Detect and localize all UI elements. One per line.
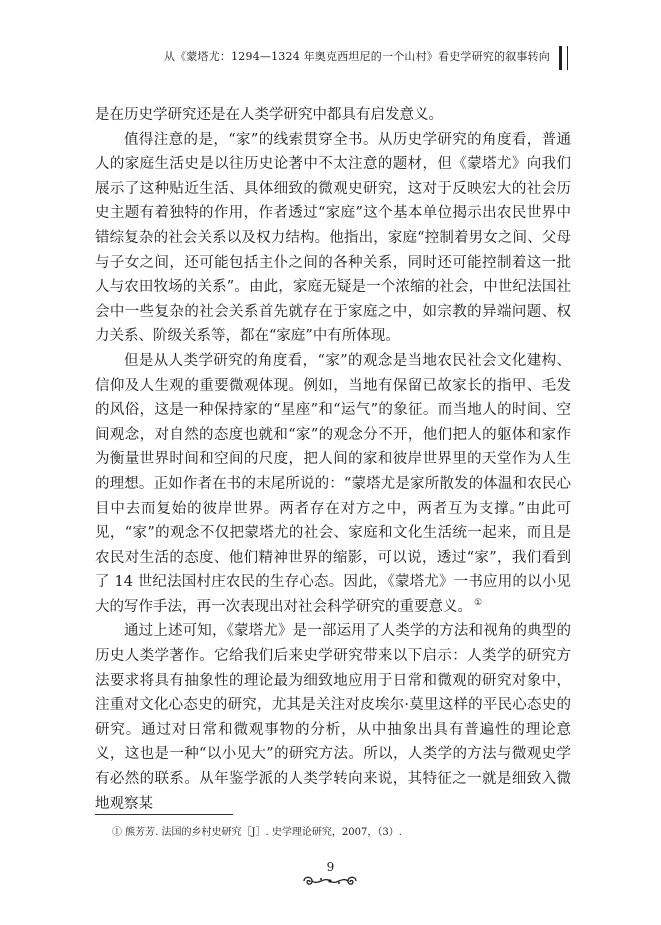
paragraph xyxy=(95,103,571,128)
paragraph xyxy=(95,619,571,816)
footnote: ① 熊芳芳. 法国的乡村史研究［J］. 史学理论研究，2007，（3）. xyxy=(112,827,402,838)
paragraph xyxy=(95,128,571,349)
paragraph xyxy=(95,349,571,620)
paragraph-text: 通过上述可知，《蒙塔尤》是一部运用了人类学的方法和视角的典型的历史人类学著作。它给我们后来史学研究带来以下启示：人类学的研究方法要求将具有抽象性的理论最为细致地应用于日常和微观的研究对象中，注重对文化心态史的研究，尤其是关注对皮埃尔·莫里这样的平民心态史的研究。通过对日常和微观事物的分析，从中抽象出具有普遍性的理论意义，这也是一种“以小见大”的研究方法。所以，人类学的方法与微观史学有必然的联系。从年鉴学派的人类学转向来说，其特征之一就是细致入微地观察某 xyxy=(95,623,571,812)
footnote-reference[interactable]: ① xyxy=(474,598,483,609)
paragraph-text: 是在历史学研究还是在人类学研究中都具有启发意义。 xyxy=(95,107,443,123)
page-number: 9 xyxy=(326,860,335,874)
running-header: 从《蒙塔尤：1294—1324 年奥克西坦尼的一个山村》看史学研究的叙事转向 xyxy=(163,50,550,63)
paragraph-text: 但是从人类学研究的角度看，“家”的观念是当地农民社会文化建构、信仰及人生观的重要微观体现。例如，当地有保留已故家长的指甲、毛发的风俗，这是一种保持家的“星座”和“运气”的象征。而当地人的时间、空间观念，对自然的态度也就和“家”的观念分不开，他们把人的躯体和家作为衡量世界时间和空间的尺度，把人间的家和彼岸世界里的天堂作为人生的理想。正如作者在书的末尾所说的：“蒙塔尤是家所散发的体温和农民心目中去而复始的彼岸世界。两者存在对方之中，两者互为支撑。”由此可见，“家”的观念不仅把蒙塔尤的社会、家庭和文化生活统一起来，而且是农民对生活的态度、他们精神世界的缩影，可以说，透过“家”，我们看到了 14 世纪法国村庄农民的生存心态。因此，《蒙塔尤》一书应用的以小见大的写作手法，再一次表现出对社会科学研究的重要意义。 xyxy=(95,352,571,615)
header-bar-decoration xyxy=(559,46,568,70)
paragraph-text: 值得注意的是，“家”的线索贯穿全书。从历史学研究的角度看，普通人的家庭生活史是以往历史论著中不太注意的题材，但《蒙塔尤》向我们展示了这种贴近生活、具体细致的微观史研究，这对于反映宏大的社会历史主题有着独特的作用，作者透过“家庭”这个基本单位揭示出农民世界中错综复杂的社会关系以及权力结构。他指出，家庭“控制着男女之间、父母与子女之间，还可能包括主仆之间的各种关系，同时还可能控制着这一批人与农田牧场的关系”。由此，家庭无疑是一个浓缩的社会，中世纪法国社会中一些复杂的社会关系首先就存在于家庭之中，如宗教的异端问题、权力关系、阶级关系等，都在“家庭”中有所体现。 xyxy=(95,131,571,345)
body-text xyxy=(95,103,571,816)
footnote-divider xyxy=(95,814,233,815)
scroll-ornament-icon xyxy=(300,874,360,888)
